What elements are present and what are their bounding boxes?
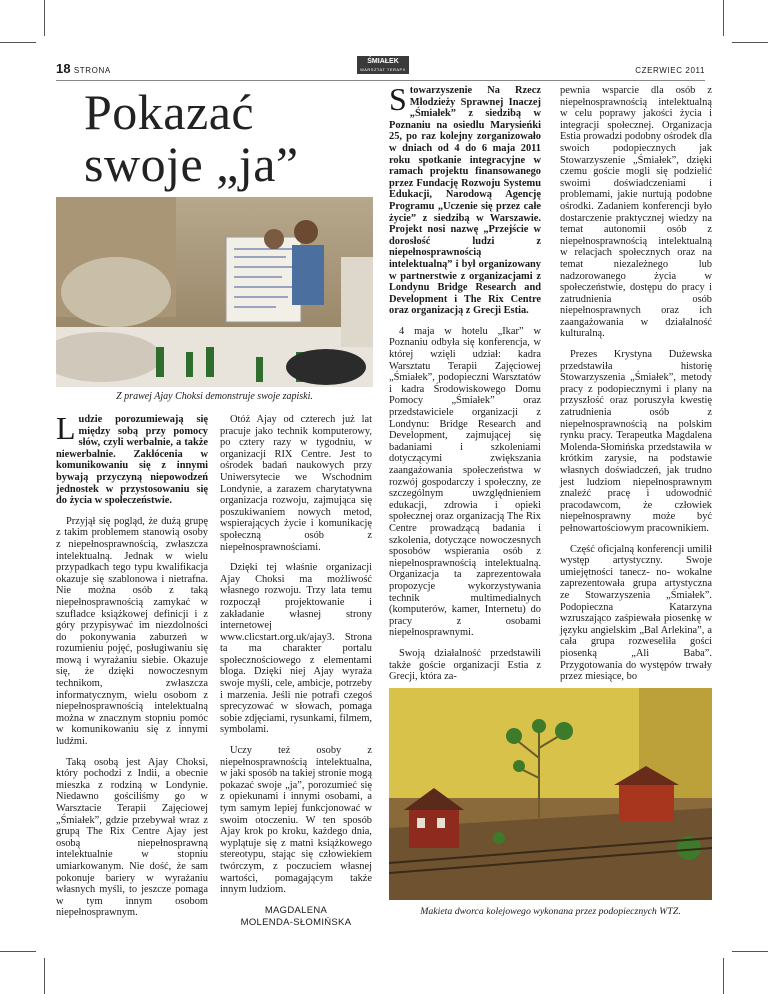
- lead-paragraph: [389, 81, 541, 317]
- header-divider: [56, 80, 705, 81]
- logo: [357, 56, 409, 74]
- page-number: [56, 61, 111, 76]
- drop-cap: S: [389, 81, 407, 117]
- photo-caption: Z prawej Ajay Choksi demonstruje swoje zapiski.: [116, 391, 313, 402]
- author-last-name: MOLENDA-SŁOMIŃSKA: [240, 916, 352, 928]
- paragraph: Dzięki tej właśnie organizacji Ajay Choksi ma możliwość własnego rozwoju. Trzy lata temu rozpoczął projektowanie i zakładanie własnej strony internetowej www.clicstart.org.uk/ajay3. Strona ta ma charakter portalu społecznościowego z elementami bloga. Dzięki niej Ajay wyraża swoje myśli, cele, ambicje, potrzeby i marzenia. Jeśli nie potrafi czegoś sprecyzować w słowach, pomaga sobie zdjęciami, rysunkami, filmem, symbolami.: [220, 562, 372, 736]
- lead-text: udzie porozumiewają się między sobą przy pomocy słów, czyli werbalnie, a także niewerbalnie. Zakłócenia w komunikowaniu się z innymi bywają przyczyną niepowodzeń jednostek w przystosowaniu się do życia w społeczeństwie.: [56, 414, 208, 507]
- author-first-name: MAGDALENA: [264, 904, 328, 916]
- paragraph: pewnia wsparcie dla osób z niepełnosprawnością intelektualną w celu poprawy jakości życia i integracji społecznej. Organizacja Estia prowadzi podobny ośrodek dla swoich podopiecznych jak Stowarzyszenie „Śmiałek”, dzięki czemu goście mogli się podzielić swoimi doświadczeniami i problemami, jakie nurtują podobne ośrodki. Zadaniem konferencji było dostarczenie praktycznej wiedzy na temat autonomii osób z niepełnosprawnością intelektualną w relacjach społecznych oraz na temat niezależnego lub nadzorowanego życia w społeczeństwie, dostępu do pracy i zatrudnienia osób niepełnosprawnych oraz ich zaangażowania w działalność kulturalną.: [560, 85, 712, 340]
- issue-date: CZERWIEC 2011: [635, 66, 705, 75]
- crop-mark: [723, 0, 724, 36]
- column-4: [560, 85, 712, 692]
- conference-photo: [56, 197, 373, 387]
- model-station-photo: [389, 688, 712, 900]
- lead-text: towarzyszenie Na Rzecz Młodzieży Sprawnej Inaczej „Śmiałek” z siedzibą w Poznaniu na osiedlu Marysieńki 25, po raz kolejny zorganizowało w dniach od 4 do 6 maja 2011 roku spotkanie integracyjne w ramach projektu finansowanego przez Fundację Rozwoju Systemu Edukacji, Narodową Agencję Programu „Uczenie się przez całe życie” z siedzibą w Warszawie. Projekt nosi nazwę „Przejście w dorosłość ludzi z niepełnosprawnością intelektualną” i był organizowany w partnerstwie z organizacjami z Londynu Bridge Research and Development i The Rix Centre oraz organizacją z Grecji Estia.: [389, 85, 541, 317]
- title-line-1: Pokazać: [84, 84, 255, 140]
- page-label: STRONA: [73, 66, 111, 75]
- title-line-2: swoje „ja”: [84, 136, 299, 192]
- crop-mark: [732, 42, 768, 43]
- crop-mark: [44, 958, 45, 994]
- paragraph: Swoją działalność przedstawili także goście organizacji Estia z Grecji, która za-: [389, 647, 541, 683]
- article-title: [84, 86, 364, 190]
- paragraph: Prezes Krystyna Dużewska przedstawiła historię Stowarzyszenia „Śmiałek”, metody pracy z podopiecznymi i plany na przyszłość oraz poruszyła kwestię zatrudnienia osób z niepełnosprawnością na polskim rynku pracy. Terapeutka Magdalena Molenda-Słomińska przedstawiła w krótkim zarysie, na podstawie własnych doświadczeń, jak trudno jest ludziom niepełnosprawnym znaleźć pracę i udowodnić pracodawcom, że człowiek niepełnosprawny może być pełnowartościowym pracownikiem.: [560, 349, 712, 534]
- paragraph: Uczy też osoby z niepełnosprawnością intelektualna, w jaki sposób na takiej stronie mogą pokazać swoje „ja”, porozumieć się z opiekunami i innymi osobami, a tym samym lepiej funkcjonować w swoim otoczeniu. W ten sposób Ajay krok po kroku, każdego dnia, wyplątuje się z matni książkowego stereotypu, stając się człowiekiem twórczym, z poczuciem własnej wartości, pomagającym także innym ludziom.: [220, 745, 372, 896]
- column-1: [56, 410, 208, 928]
- paragraph: 4 maja w hotelu „Ikar” w Poznaniu odbyła się konferencja, w której wzięli udział: kadra Warsztatu Terapii Zajęciowej „Śmiałek”, podopieczni Warsztatów i kadra Środowiskowego Domu Pomocy „Śmiałek” oraz przedstawiciele organizacji z Londynu: Bridge Research and Development, zajmującej się badaniami i szkoleniami dotyczącymi zwiększania zaangażowania społeczeństwa w rozwój gospodarczy i społeczny, ze szczególnym uwzględnieniem edukacji, zdrowia i opieki społecznej oraz organizacją The Rix Centre prowadzącą badania i szkolenia, dotyczące nowoczesnych sposobów wspierania osób z niepełnosprawnością intelektualną. Organizacja ta zaprezentowała propozycje wykorzystywania technik multimedialnych (komputerów, kamer, Internetu) do pracy z osobami niepełnosprawnymi.: [389, 325, 541, 639]
- crop-mark: [44, 0, 45, 36]
- paragraph: Taką osobą jest Ajay Choksi, który pochodzi z Indii, a obecnie mieszka z rodziną w Londynie. Niedawno gościliśmy go w Warsztacie Terapii Zajęciowej „Śmiałek”, gdzie przebywał wraz z grupą The Rix Centre Ajay jest osobą niepełnosprawną intelektualnie w stopniu umiarkowanym. Nie dość, że sam pokonuje bariery w wyrażaniu własnych myśli, to jeszcze pomaga w tym innym osobom niepełnosprawnym.: [56, 756, 208, 919]
- author-signature: [220, 905, 372, 929]
- photo-caption: Makieta dworca kolejowego wykonana przez podopiecznych WTZ.: [420, 906, 681, 917]
- crop-mark: [0, 42, 36, 43]
- column-3: [389, 81, 541, 692]
- paragraph: Przyjął się pogląd, że dużą grupę z takim problemem stanowią osoby z niepełnosprawnością, zwłaszcza intelektualną. Jednak w wielu przypadkach tego typu kwalifikacja okazuje się szablonowa i nietrafna. Nie można osób z taką niepełnosprawnością zamykać w szufladce książkowej definicji i z góry przypisywać im niezdolności do pokonywania zaburzeń w rozumieniu pojęć, posługiwaniu się mową i wyrażaniu siebie. Okazuje się, że dzięki nowoczesnym technikom, zwłaszcza informatycznym, wielu osobom z niepełnosprawnością intelektualną można w znacznym stopniu pomóc w komunikowaniu się z innymi ludźmi.: [56, 515, 208, 748]
- drop-cap: L: [56, 410, 76, 446]
- crop-mark: [0, 951, 36, 952]
- paragraph: Część oficjalną konferencji umilił występ artystyczny. Swoje umiejętności tanecz- no- wokalne zaprezentowała grupa artystyczna ze Stowarzyszenia „Śmiałek”. Podopieczna Katarzyna wzruszająco zaśpiewała piosenkę w języku angielskim „Bal Arlekina”, a cała grupa rozweseliła gości piosenką „Ali Baba”. Przygotowania do występów trwały przez miesiące, bo: [560, 543, 712, 683]
- crop-mark: [732, 951, 768, 952]
- lead-paragraph: [56, 410, 208, 507]
- logo-text: ŚMIAŁEK: [367, 58, 399, 65]
- crop-mark: [723, 958, 724, 994]
- paragraph: Otóż Ajay od czterech już lat pracuje jako technik komputerowy, po cztery razy w tygodniu, w organizacji RIX Centre. Jest to ośrodek badań naukowych przy Uniwersytecie we Wschodnim Londynie, a zarazem charytatywna organizacja rozwoju, zajmująca się poszukiwaniem nowych metod, wspierających życie i komunikację społeczną osób z niepełnosprawnościami.: [220, 414, 372, 553]
- logo-subtext: WARSZTAT TERAPII: [360, 67, 406, 72]
- page-number-value: 18: [56, 61, 71, 76]
- column-2: [220, 414, 372, 929]
